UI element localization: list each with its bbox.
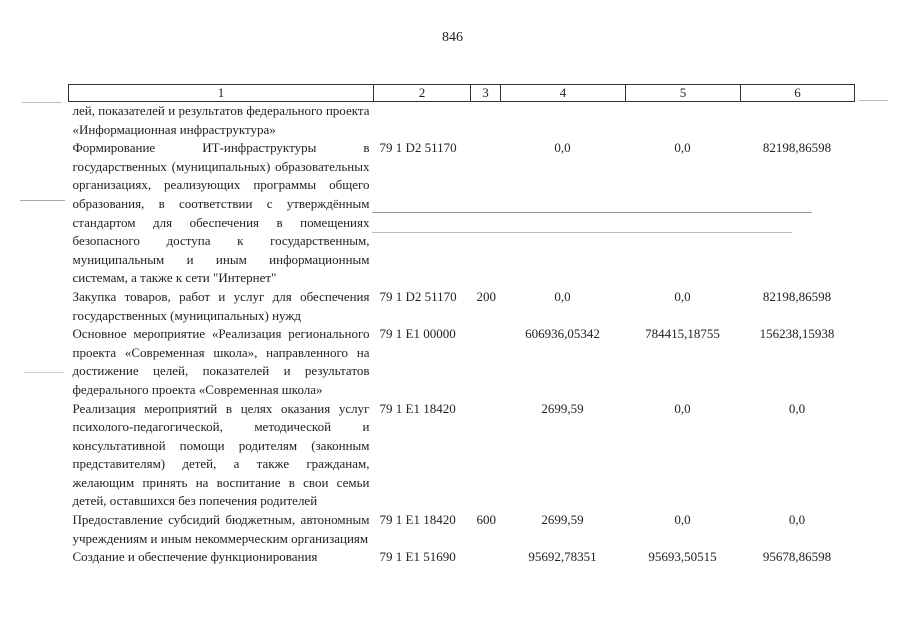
row-vr: 200 xyxy=(476,288,496,304)
row-code: 79 1 E1 18420 xyxy=(379,512,456,528)
row-value-5: 0,0 xyxy=(674,140,691,156)
column-header: 5 xyxy=(626,85,741,102)
row-name: Закупка товаров, работ и услуг для обеспечения государственных (муниципальных) нужд xyxy=(72,288,370,323)
row-name: Реализация мероприятий в целях оказания услуг психолого-педагогической, методической и консультативной помощи родителям (законным представителям) детей, а также гражданам, желающим принять на воспитание в свои семьи детей, оставшихся без попечения родителей xyxy=(72,400,370,509)
row-value-5: 0,0 xyxy=(674,512,691,528)
row-value-4: 2699,59 xyxy=(541,400,584,416)
row-code: 79 1 E1 00000 xyxy=(379,326,456,342)
row-vr xyxy=(471,548,501,567)
table-row xyxy=(69,288,855,325)
table-row xyxy=(69,325,855,399)
row-value-4: 95692,78351 xyxy=(528,549,597,565)
row-value-5: 95693,50515 xyxy=(648,549,717,565)
row-code: 79 1 E1 18420 xyxy=(379,400,456,416)
column-header: 6 xyxy=(741,85,855,102)
column-header: 1 xyxy=(69,85,374,102)
row-value-5: 0,0 xyxy=(674,288,691,304)
column-header: 2 xyxy=(374,85,471,102)
row-name: Предоставление субсидий бюджетным, автономным учреждениям и иным некоммерческим организациям xyxy=(72,512,370,546)
row-value-6: 82198,86598 xyxy=(762,288,832,304)
table-header-row xyxy=(69,85,855,102)
row-name: Создание и обеспечение функционирования xyxy=(72,549,318,565)
row-vr xyxy=(471,102,501,140)
row-vr xyxy=(471,325,501,399)
row-value-4: 2699,59 xyxy=(541,512,584,528)
row-value-5: 0,0 xyxy=(674,400,691,416)
table-row xyxy=(69,102,855,140)
row-value-6 xyxy=(741,102,855,140)
table-row xyxy=(69,548,855,567)
row-vr xyxy=(471,400,501,512)
scan-artifact xyxy=(858,100,888,101)
page-number: 846 xyxy=(442,30,463,45)
row-value-6: 0,0 xyxy=(788,400,806,416)
row-value-4: 606936,05342 xyxy=(525,326,600,342)
row-value-4 xyxy=(501,102,626,140)
column-header: 3 xyxy=(471,85,501,102)
row-value-6: 95678,86598 xyxy=(762,549,832,565)
row-value-4: 0,0 xyxy=(554,140,571,156)
table-row xyxy=(69,400,855,512)
row-code: 79 1 E1 51690 xyxy=(379,549,456,565)
column-header: 4 xyxy=(501,85,626,102)
row-vr xyxy=(471,139,501,288)
row-value-6: 0,0 xyxy=(788,512,806,528)
row-value-6: 156238,15938 xyxy=(759,326,835,342)
row-name: Формирование ИТ-инфраструктуры в государственных (муниципальных) образовательных организациях, реализующих программы общего образования, в соответствии с утверждённым стандартом для обеспечения в помещениях безопасного доступа к государственным, муниципальным и иным информационным системам, а также к сети "Интернет" xyxy=(72,140,370,286)
row-vr: 600 xyxy=(476,512,496,528)
scan-artifact xyxy=(24,372,64,373)
row-value-5 xyxy=(626,102,741,140)
row-code: 79 1 D2 51170 xyxy=(379,140,457,156)
row-value-4: 0,0 xyxy=(554,288,571,304)
scan-artifact xyxy=(22,102,62,103)
row-name: Основное мероприятие «Реализация регионального проекта «Современная школа», направленного на достижение целей, показателей и результатов федерального проекта «Современная школа» xyxy=(72,326,370,397)
table-row xyxy=(69,139,855,288)
row-code: 79 1 D2 51170 xyxy=(379,288,457,304)
row-value-5: 784415,18755 xyxy=(645,326,720,342)
row-code xyxy=(374,102,471,140)
table-row xyxy=(69,511,855,548)
row-value-6: 82198,86598 xyxy=(762,140,832,156)
budget-table xyxy=(68,84,855,567)
scan-artifact xyxy=(20,200,65,201)
row-name: лей, показателей и результатов федерального проекта «Информационная инфраструктура» xyxy=(72,103,370,137)
